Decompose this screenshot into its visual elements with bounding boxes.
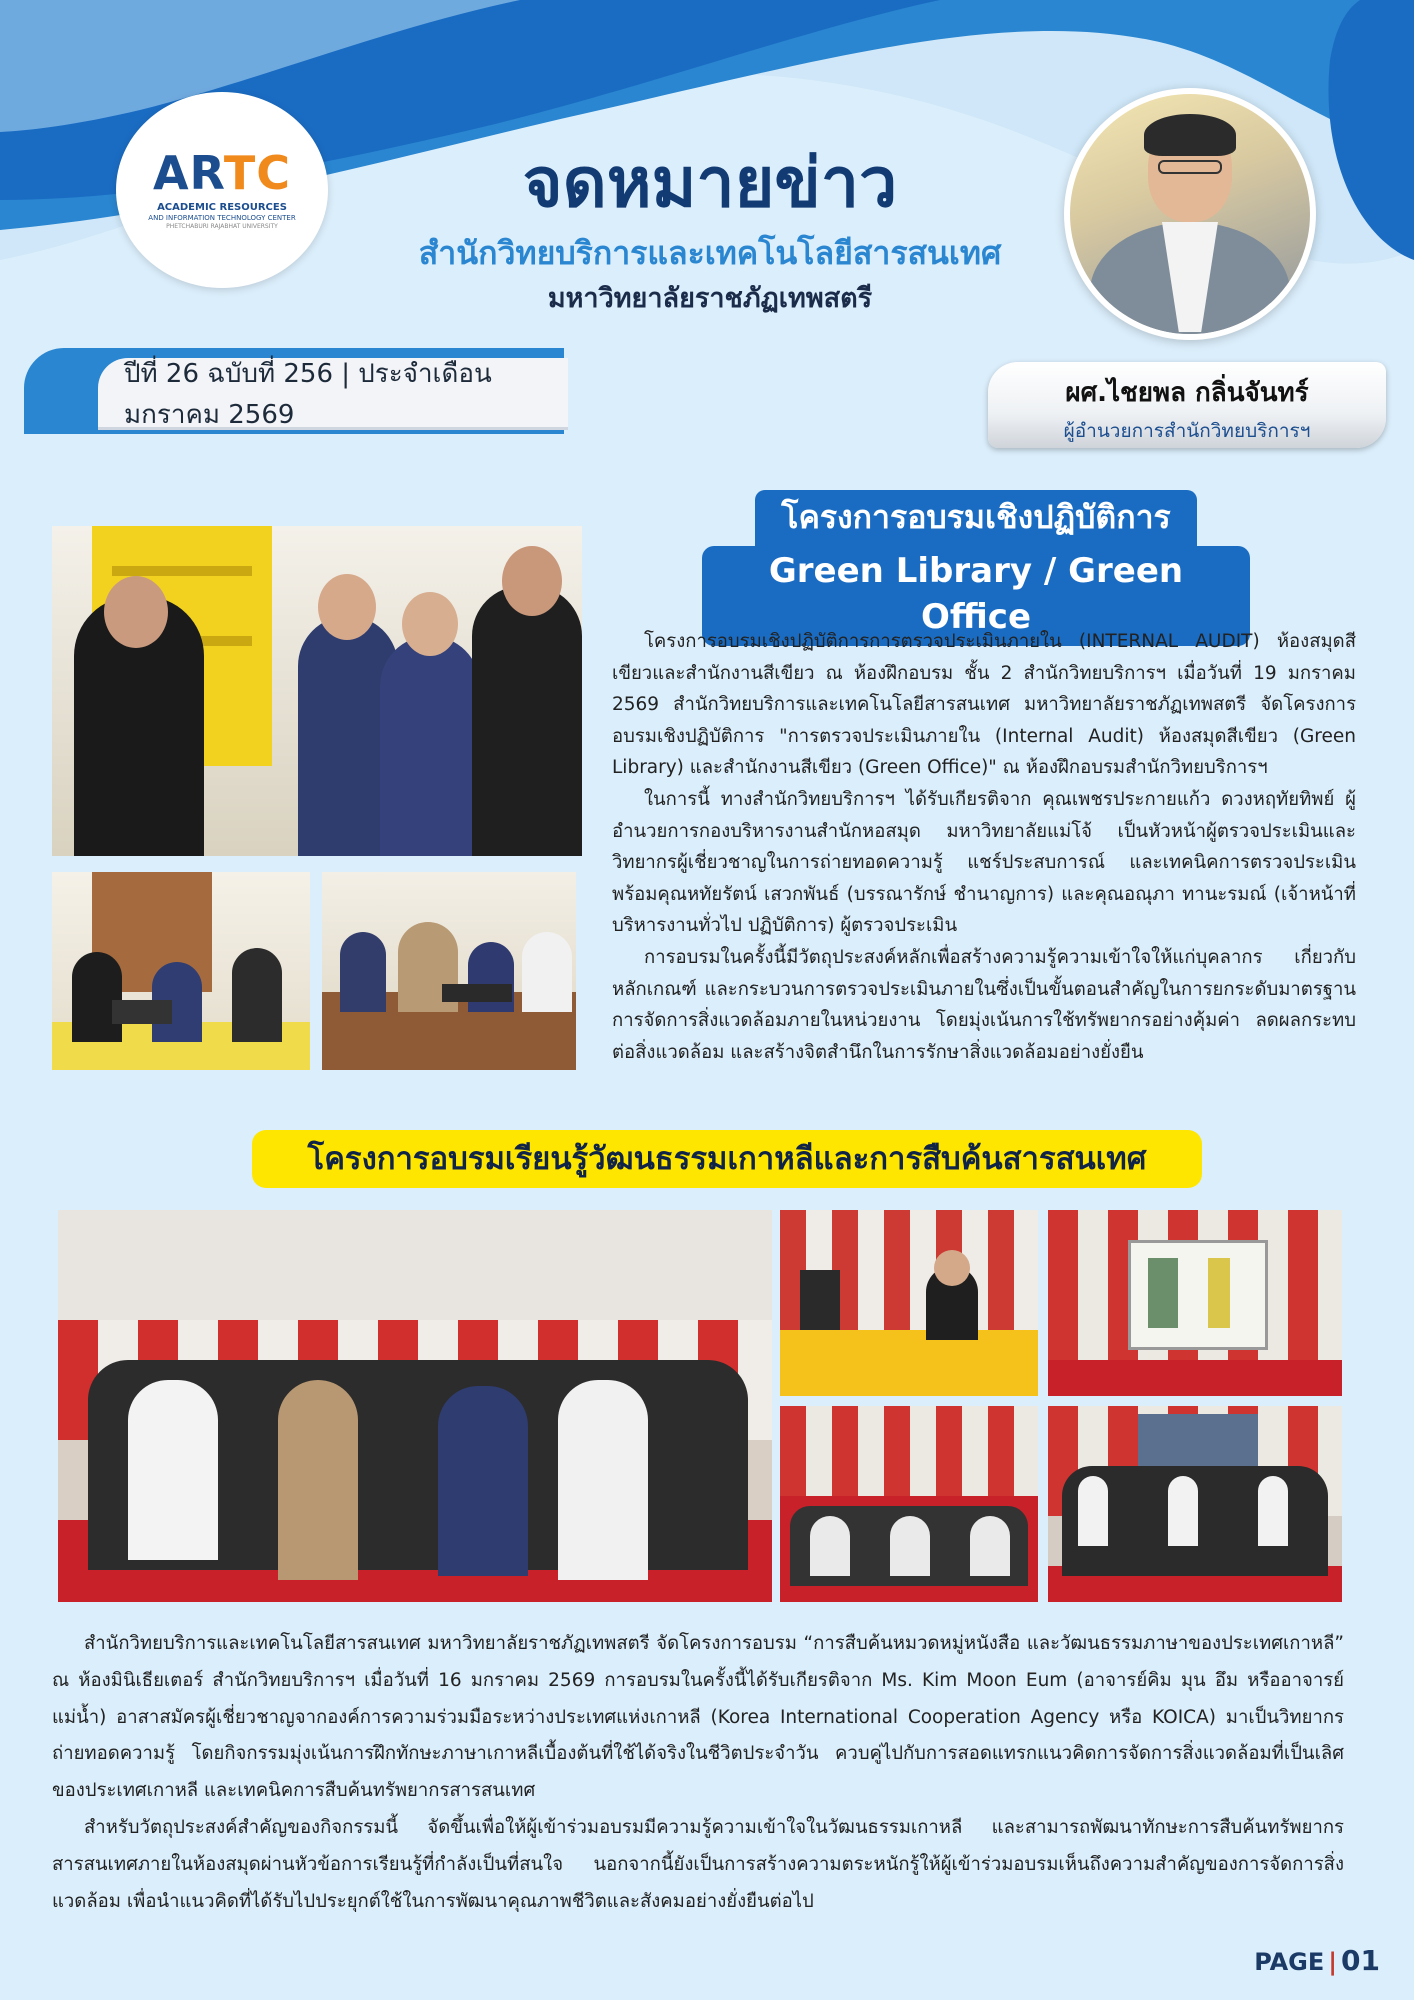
section2-photo-group [58,1210,772,1602]
section2-paragraph-1: สำนักวิทยบริการและเทคโนโลยีสารสนเทศ มหาวิทยาลัยราชภัฏเทพสตรี จัดโครงการอบรม “การสืบค้นหมวดหมู่หนังสือ และวัฒนธรรมภาษาของประเทศเกาหลี” ณ ห้องมินิเธียเตอร์ สำนักวิทยบริการฯ เมื่อวันที่ 16 มกราคม 2569 การอบรมในครั้งนี้ได้รับเกียรติจาก Ms. Kim Moon Eum (อาจารย์คิม มุน อึม หรืออาจารย์แม่น้ำ) อาสาสมัครผู้เชี่ยวชาญจากองค์การความร่วมมือระหว่างประเทศแห่งเกาหลี (Korea International Cooperation Agency หรือ KOICA) มาเป็นวิทยากรถ่ายทอดความรู้ โดยกิจกรรมมุ่งเน้นการฝึกทักษะภาษาเกาหลีเบื้องต้นที่ใช้ได้จริงในชีวิตประจำวัน ควบคู่ไปกับการสอดแทรกแนวคิดการจัดการสิ่งแวดล้อมที่เป็นเลิศของประเทศเกาหลี และเทคนิคการสืบค้นทรัพยากรสารสนเทศ [52,1633,1344,1802]
logo-mark-left: AR [152,146,224,200]
logo-line-3: PHETCHABURI RAJABHAT UNIVERSITY [166,223,278,230]
section1-paragraph-2: ในการนี้ ทางสำนักวิทยบริการฯ ได้รับเกียรติจาก คุณเพชรประกายแก้ว ดวงหฤทัยทิพย์ ผู้อำนวยการกองบริหารงานสำนักหอสมุด มหาวิทยาลัยแม่โจ้ เป็นหัวหน้าผู้ตรวจประเมินและวิทยากรผู้เชี่ยวชาญในการถ่ายทอดความรู้ แชร์ประสบการณ์ และเทคนิคการตรวจประเมิน พร้อมคุณหทัยรัตน์ เสวกพันธ์ (บรรณารักษ์ ชำนาญการ) และคุณอณุภา ทานะรมณ์ (เจ้าหน้าที่บริหารงานทั่วไป ปฏิบัติการ) ผู้ตรวจประเมิน [612,788,1356,937]
director-name: ผศ.ไชยพล กลิ่นจันทร์ [1065,378,1309,408]
section1-body [612,626,1356,1068]
logo-line-2: AND INFORMATION TECHNOLOGY CENTER [148,214,296,222]
director-photo [1064,88,1316,340]
logo-mark-right: TC [223,146,292,200]
section2-body [52,1626,1344,1920]
page-label: PAGE [1254,1948,1325,1976]
section2-photo-speaker [780,1210,1038,1396]
logo-mark [152,146,292,200]
issue-info: ปีที่ 26 ฉบับที่ 256 | ประจำเดือน มกราคม 2569 [98,358,568,430]
section2-photo-audience [780,1406,1038,1602]
director-role: ผู้อำนวยการสำนักวิทยบริการฯ [1063,420,1311,442]
director-nameplate [988,362,1386,448]
section1-photo-main [52,526,582,856]
page-number-value: 01 [1341,1944,1380,1977]
section2-photo-winners [1048,1406,1342,1602]
section1-title [702,490,1250,637]
section1-title-line-2: Green Library / Green Office [702,546,1250,646]
organization-name: สำนักวิทยบริการและเทคโนโลยีสารสนเทศ [418,234,1002,272]
page-separator: | [1328,1948,1338,1976]
section1-paragraph-3: การอบรมในครั้งนี้มีวัตถุประสงค์หลักเพื่อสร้างความรู้ความเข้าใจให้แก่บุคลากร เกี่ยวกับหลักเกณฑ์ และกระบวนการตรวจประเมินภายในซึ่งเป็นขั้นตอนสำคัญในการยกระดับมาตรฐานการจัดการสิ่งแวดล้อมภายในหน่วยงาน โดยมุ่งเน้นการใช้ทรัพยากรอย่างคุ้มค่า ลดผลกระทบต่อสิ่งแวดล้อม และสร้างจิตสำนึกในการรักษาสิ่งแวดล้อมอย่างยั่งยืน [612,946,1356,1063]
university-name: มหาวิทยาลัยราชภัฏเทพสตรี [547,283,873,314]
artc-logo [116,92,328,288]
section1-photo-small-right [322,872,576,1070]
section1-paragraph-1: โครงการอบรมเชิงปฏิบัติการการตรวจประเมินภายใน (INTERNAL AUDIT) ห้องสมุดสีเขียวและสำนักงานสีเขียว ณ ห้องฝึกอบรม ชั้น 2 สำนักวิทยบริการฯ เมื่อวันที่ 19 มกราคม 2569 สำนักวิทยบริการและเทคโนโลยีสารสนเทศ มหาวิทยาลัยราชภัฏเทพสตรี จัดโครงการอบรมเชิงปฏิบัติการ "การตรวจประเมินภายใน (Internal Audit) ห้องสมุดสีเขียว (Green Library) และสำนักงานสีเขียว (Green Office)" ณ ห้องฝึกอบรมสำนักวิทยบริการฯ [612,631,1356,779]
logo-line-1: ACADEMIC RESOURCES [157,202,287,213]
section2-paragraph-2: สำหรับวัตถุประสงค์สำคัญของกิจกรรมนี้ จัดขึ้นเพื่อให้ผู้เข้าร่วมอบรมมีความรู้ความเข้าใจในวัฒนธรรมเกาหลี และสามารถพัฒนาทักษะการสืบค้นทรัพยากรสารสนเทศภายในห้องสมุดผ่านหัวข้อการเรียนรู้ที่กำลังเป็นที่สนใจ นอกจากนี้ยังเป็นการสร้างความตระหนักรู้ให้ผู้เข้าร่วมอบรมเห็นถึงความสำคัญของการจัดการสิ่งแวดล้อม เพื่อนำแนวคิดที่ได้รับไปประยุกต์ใช้ในการพัฒนาคุณภาพชีวิตและสังคมอย่างยั่งยืนต่อไป [52,1816,1344,1912]
section2-title: โครงการอบรมเรียนรู้วัฒนธรรมเกาหลีและการสืบค้นสารสนเทศ [252,1130,1202,1188]
section1-photo-small-left [52,872,310,1070]
newsletter-title: จดหมายข่าว [522,143,898,223]
section1-title-line-1: โครงการอบรมเชิงปฏิบัติการ [755,490,1196,546]
page-number [1250,1944,1380,1977]
section2-photo-presentation [1048,1210,1342,1396]
